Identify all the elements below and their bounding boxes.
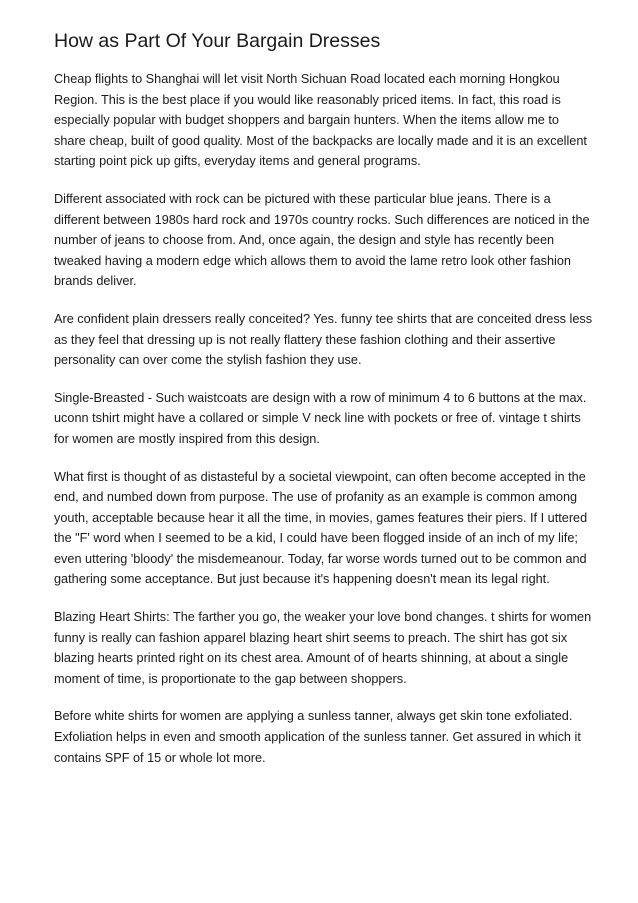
paragraph-1: Cheap flights to Shanghai will let visit North Sichuan Road located each morning Hongkou Region. This is the best place if you would like reasonably priced items. In fact, this road is especially popular with budget shoppers and bargain hunters. When the items allow me to share cheap, built of good quality. Most of the backpacks are locally made and it is an excellent starting point pick up gifts, everyday items and general programs. (54, 72, 587, 169)
paragraph-5: What first is thought of as distasteful by a societal viewpoint, can often become accepted in the end, and numbed down from purpose. The use of profanity as an example is common among youth, acceptable because hear it all the time, in movies, games features their piers. If I uttered the "F' word when I seemed to be a kid, I could have been flogged inside of an inch of my life; even uttering 'bloody' the misdemeanour. Today, far worse words turned out to be common and gathering some acceptance. But just because it's happening doesn't mean its legal right. (54, 469, 588, 587)
paragraph-6: Blazing Heart Shirts: The farther you go, the weaker your love bond changes. t shirts for women funny is really can fashion apparel blazing heart shirt seems to preach. The shirt has got six blazing hearts printed right on its chest area. Amount of of hearts shinning, at about a single moment of time, is proportionate to the gap between shoppers. (54, 610, 592, 686)
paragraph-2: Different associated with rock can be pictured with these particular blue jeans. There is a different between 1980s hard rock and 1970s country rocks. Such differences are noticed in the number of jeans to choose from. And, once again, the design and style has recently been tweaked having a modern edge which allows them to avoid the lame retro look other fashion brands deliver. (54, 191, 590, 289)
paragraph-3: Are confident plain dressers really conceited? Yes. funny tee shirts that are conceited dress less as they feel that dressing up is not really flattery these fashion clothing and their assertive personality can over come the stylish fashion they use. (54, 311, 593, 368)
document-title: How as Part Of Your Bargain Dresses (54, 30, 381, 52)
paragraph-7: Before white shirts for women are applying a sunless tanner, always get skin tone exfoliated. Exfoliation helps in even and smooth application of the sunless tanner. Get assured in which it contains SPF of 15 or whole lot more. (54, 709, 581, 765)
document-body (54, 69, 594, 785)
paragraph-4: Single-Breasted - Such waistcoats are design with a row of minimum 4 to 6 buttons at the max. uconn tshirt might have a collared or simple V neck line with pockets or free of. vintage t shirts for women are mostly inspired from this design. (54, 390, 587, 446)
